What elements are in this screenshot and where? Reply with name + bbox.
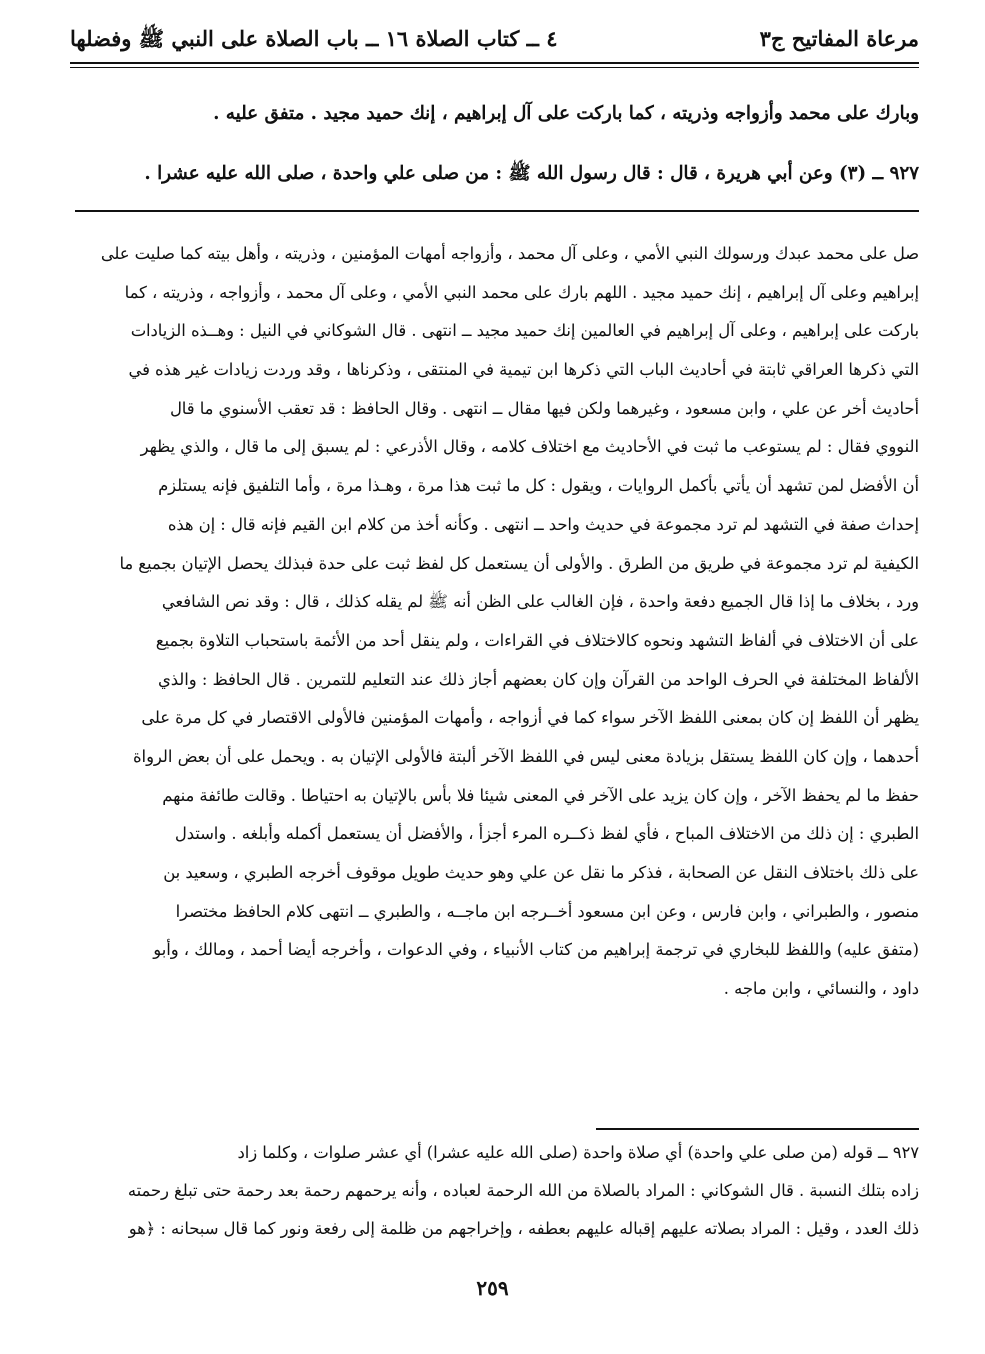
footnote-rule	[596, 1128, 919, 1130]
commentary-line: صل على محمد عبدك ورسولك النبي الأمي ، وعلى آل محمد ، وأزواجه أمهات المؤمنين ، وذريته ، وأهل بيته كما صليت على	[100, 244, 919, 263]
commentary-text	[75, 235, 919, 1009]
commentary-line: ورد ، بخلاف ما إذا قال الجميع دفعة واحدة ، فإن الغالب على الظن أنه ﷺ لم يقله كذلك ، قال : وقد نص الشافعي	[161, 592, 919, 612]
commentary-line: على أن الاختلاف في ألفاظ التشهد ونحوه كالاختلاف في القراءات ، ولم ينقل أحد من الأئمة باستحباب التلاوة بجميع	[155, 630, 919, 650]
chapter-title: ٤ ــ كتاب الصلاة ١٦ ــ باب الصلاة على النبي ﷺ وفضلها	[70, 26, 558, 51]
commentary-line: على ذلك باختلاف النقل عن الصحابة ، فذكر ما نقل عن علي وهو حديث طويل موقوف أخرجه الطبري ، وسعيد بن	[163, 863, 919, 882]
commentary-line: حفظ ما لم يحفظ الآخر ، وإن كان يزيد على الآخر في المعنى شيئا فلا بأس بالإتيان به احتياطا . وقالت طائفة منهم	[162, 785, 919, 805]
commentary-line: الطبري : إن ذلك من الاختلاف المباح ، فأي لفظ ذكــره المرء أجزأ ، والأفضل أن يستعمل أكمله وأبلغه . واستدل	[174, 824, 919, 844]
footnote-line: ٩٢٧ ــ قوله (من صلى علي واحدة) أي صلاة واحدة (صلى الله عليه عشرا) أي عشر صلوات ، وكلما زاد	[237, 1143, 919, 1162]
commentary-line: داود ، والنسائي ، وابن ماجه .	[723, 979, 919, 999]
commentary-line: إبراهيم وعلى آل إبراهيم ، إنك حميد مجيد . اللهم بارك على محمد النبي الأمي ، وعلى آل محمد ، وأزواجه ، وذريته ، كما	[124, 282, 919, 302]
commentary-line: أحاديث أخر عن علي ، وابن مسعود ، وغيرهما ولكن فيها مقال ــ انتهى . وقال الحافظ : قد تعقب الأسنوي ما قال	[169, 398, 919, 418]
commentary-line: النووي فقال : لم يستوعب ما ثبت في الأحاديث مع اختلاف كلامه ، وقال الأذرعي : لم يسبق إلى ما قال ، والذي يظهر	[140, 437, 919, 457]
page-number: ٢٥٩	[476, 1276, 509, 1300]
footnote-text	[75, 1134, 919, 1248]
footnote-line: زاده بتلك النسبة . قال الشوكاني : المراد بالصلاة من الله الرحمة لعباده ، وأنه يرحمهم رحمة بعد رحمة حتى تبلغ رحمته	[127, 1181, 919, 1200]
commentary-line: منصور ، والطبراني ، وابن فارس ، وعن ابن مسعود أخــرجه ابن ماجــه ، والطبري ــ انتهى كلام الحافظ مختصرا	[175, 901, 919, 921]
commentary-line: يظهر أن اللفظ إن كان بمعنى اللفظ الآخر سواء كما في أزواجه ، وأمهات المؤمنين فالأولى الاقتصار في كل مرة على	[141, 708, 919, 728]
commentary-line: التي ذكرها العراقي ثابتة في أحاديث الباب التي ذكرها ابن تيمية في المنتقى ، وذكرناها ، وقد وردت زيادات غير هذه في	[128, 360, 919, 380]
commentary-line: الألفاظ المختلفة في الحرف الواحد من القرآن وإن كان بعضهم أجاز ذلك عند التعليم للتمرين . قال الحافظ : والذي	[158, 669, 919, 689]
hadith-text	[75, 84, 919, 204]
header-rule-thin	[70, 67, 919, 68]
footnote-line: ذلك العدد ، وقيل : المراد بصلاته عليهم إقباله عليهم بعطفه ، وإخراجهم من ظلمة إلى رفعة ونور كما قال سبحانه : ﴿هو	[128, 1219, 919, 1238]
commentary-line: الكيفية لم ترد مجموعة في طريق من الطرق . والأولى أن يستعمل كل لفظ ثبت على حدة فبذلك يحصل الإتيان بجميع ما	[119, 553, 919, 573]
commentary-line: أن الأفضل لمن تشهد أن يأتي بأكمل الروايات ، ويقول : كل ما ثبت هذا مرة ، وهـذا مرة ، وأما التلفيق فإنه يستلزم	[158, 476, 919, 496]
header-rule-thick	[70, 62, 919, 64]
commentary-line: إحداث صفة في التشهد لم ترد مجموعة في حديث واحد ــ انتهى . وكأنه أخذ من كلام ابن القيم فإنه قال : إن هذه	[167, 514, 919, 534]
commentary-line: باركت على إبراهيم ، وعلى آل إبراهيم في العالمين إنك حميد مجيد ــ انتهى . قال الشوكاني في النيل : وهــذه الزيادات	[130, 321, 919, 341]
book-title: مرعاة المفاتيح ج٣	[759, 26, 919, 51]
hadith-line: وبارك على محمد وأزواجه وذريته ، كما باركت على آل إبراهيم ، إنك حميد مجيد . متفق عليه .	[213, 103, 919, 124]
running-header	[70, 16, 919, 58]
section-divider	[75, 210, 919, 212]
hadith-line: ٩٢٧ ــ (٣) وعن أبي هريرة ، قال : قال رسول الله ﷺ : من صلى علي واحدة ، صلى الله عليه عشرا .	[144, 163, 919, 184]
commentary-line: أحدهما ، وإن كان اللفظ يستقل بزيادة معنى ليس في اللفظ الآخر ألبتة فالأولى الإتيان به . ويحمل على أن بعض الرواة	[133, 746, 919, 766]
commentary-line: (متفق عليه) واللفظ للبخاري في ترجمة إبراهيم من كتاب الأنبياء ، وفي الدعوات ، وأخرجه أيضا أحمد ، ومالك ، وأبو	[153, 940, 919, 960]
